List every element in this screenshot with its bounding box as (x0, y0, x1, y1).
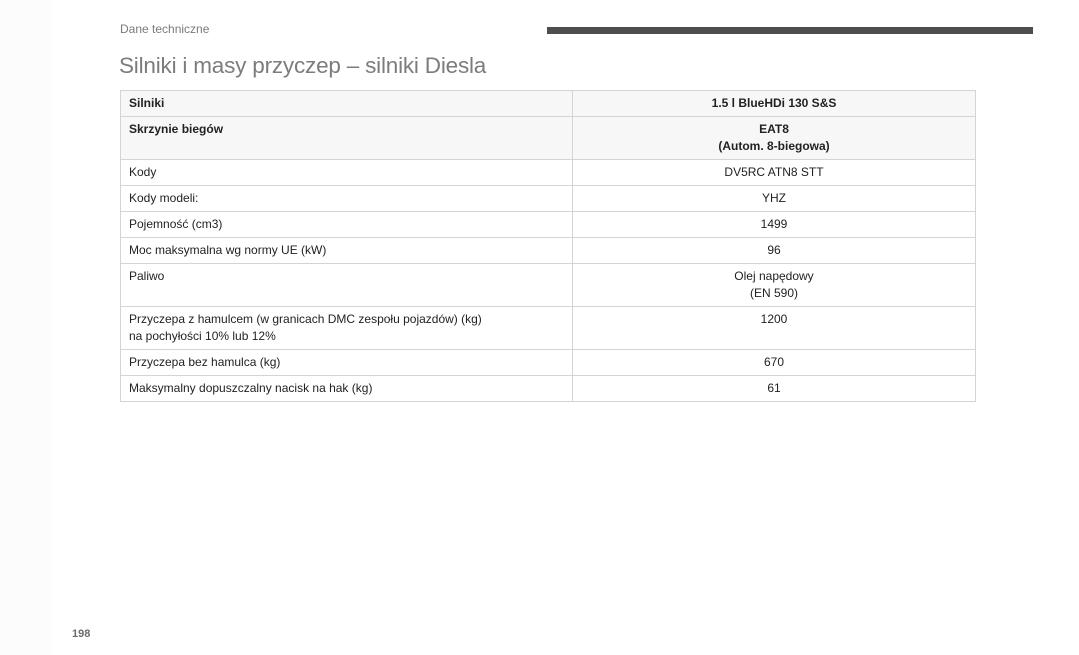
row-value: 670 (573, 350, 976, 376)
table-row (121, 264, 976, 307)
table-row (121, 350, 976, 376)
row-label: Przyczepa z hamulcem (w granicach DMC zespołu pojazdów) (kg) na pochyłości 10% lub 12% (121, 307, 573, 350)
table-row (121, 91, 976, 117)
spec-table (120, 90, 976, 402)
page-gutter (0, 0, 52, 655)
row-label: Moc maksymalna wg normy UE (kW) (121, 238, 573, 264)
table-row (121, 117, 976, 160)
table-row (121, 186, 976, 212)
row-label: Kody modeli: (121, 186, 573, 212)
table-row (121, 307, 976, 350)
row-value: 1200 (573, 307, 976, 350)
row-label: Paliwo (121, 264, 573, 307)
table-row (121, 160, 976, 186)
header-bar (547, 27, 1033, 34)
section-label: Dane techniczne (120, 22, 210, 36)
row-value: 61 (573, 376, 976, 402)
spec-table-body (121, 91, 976, 402)
row-value: Olej napędowy (EN 590) (573, 264, 976, 307)
row-value: 96 (573, 238, 976, 264)
table-row (121, 212, 976, 238)
table-row (121, 238, 976, 264)
row-label: Skrzynie biegów (121, 117, 573, 160)
row-value: 1499 (573, 212, 976, 238)
row-label: Silniki (121, 91, 573, 117)
row-value: 1.5 l BlueHDi 130 S&S (573, 91, 976, 117)
page-title: Silniki i masy przyczep – silniki Diesla (119, 53, 487, 78)
row-value: DV5RC ATN8 STT (573, 160, 976, 186)
row-label: Kody (121, 160, 573, 186)
row-value: EAT8 (Autom. 8-biegowa) (573, 117, 976, 160)
page-number: 198 (72, 628, 91, 640)
row-label: Maksymalny dopuszczalny nacisk na hak (kg) (121, 376, 573, 402)
row-label: Pojemność (cm3) (121, 212, 573, 238)
row-value: YHZ (573, 186, 976, 212)
row-label: Przyczepa bez hamulca (kg) (121, 350, 573, 376)
table-row (121, 376, 976, 402)
